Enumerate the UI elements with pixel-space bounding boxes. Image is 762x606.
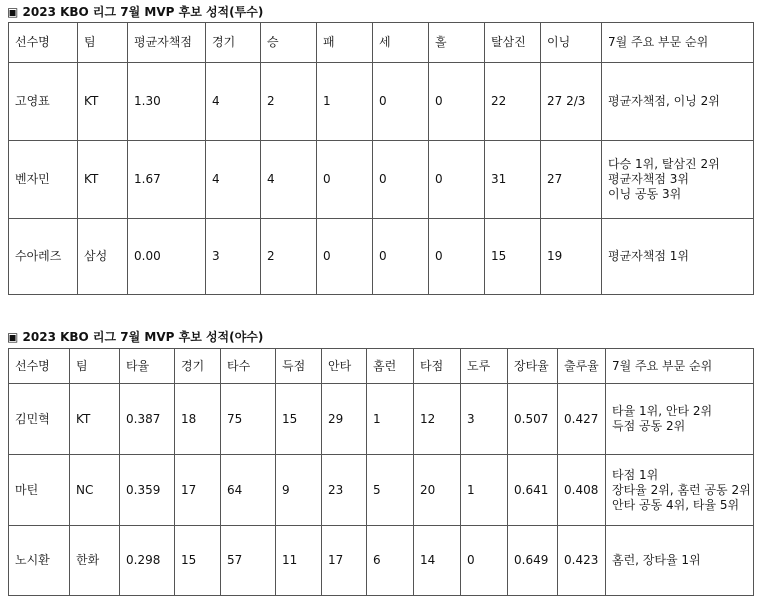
batter-ranking-cell: 홈런, 장타율 1위 [606,526,754,596]
pitcher-header-cell: 경기 [206,23,261,63]
batter-data-cell: 0.408 [558,455,606,526]
batter-header-cell: 안타 [322,349,367,384]
batter-header-cell: 타점 [414,349,461,384]
batter-header-cell: 타율 [120,349,175,384]
pitcher-data-cell: 고영표 [9,63,78,141]
table-row [9,526,754,596]
batter-data-cell: 0.641 [508,455,558,526]
batter-data-cell: 0.423 [558,526,606,596]
batter-data-cell: 3 [461,384,508,455]
batter-data-cell: 0 [461,526,508,596]
pitcher-data-cell: KT [78,63,128,141]
batter-header-cell: 득점 [276,349,322,384]
pitcher-data-cell: 0 [429,63,485,141]
batter-data-cell: 5 [367,455,414,526]
batter-data-cell: 14 [414,526,461,596]
pitcher-ranking-cell: 평균자책점, 이닝 2위 [602,63,754,141]
batter-data-cell: 0.298 [120,526,175,596]
batter-header-cell: 경기 [175,349,221,384]
pitcher-data-cell: 0 [429,141,485,219]
batter-data-cell: 23 [322,455,367,526]
pitcher-header-cell: 홀 [429,23,485,63]
batter-stats-table [8,348,754,596]
batter-data-cell: 12 [414,384,461,455]
batter-header-cell: 타수 [221,349,276,384]
pitcher-ranking-cell: 평균자책점 1위 [602,219,754,295]
batter-data-cell: 29 [322,384,367,455]
batter-header-cell: 장타율 [508,349,558,384]
pitcher-data-cell: 2 [261,219,317,295]
batter-ranking-cell: 타점 1위 장타율 2위, 홈런 공동 2위 안타 공동 4위, 타율 5위 [606,455,754,526]
pitcher-header-cell: 승 [261,23,317,63]
pitcher-stats-table [8,22,754,295]
batter-data-cell: 20 [414,455,461,526]
batter-data-cell: 김민혁 [9,384,70,455]
pitcher-data-cell: 수아레즈 [9,219,78,295]
pitcher-data-cell: 0 [429,219,485,295]
batter-data-cell: 0.359 [120,455,175,526]
batter-data-cell: KT [70,384,120,455]
batter-data-cell: 0.507 [508,384,558,455]
pitcher-data-cell: 19 [541,219,602,295]
batter-table-title: ▣ 2023 KBO 리그 7월 MVP 후보 성적(야수) [7,330,264,344]
batter-data-cell: 9 [276,455,322,526]
batter-data-cell: 0.427 [558,384,606,455]
batter-data-cell: 0.649 [508,526,558,596]
pitcher-header-cell: 팀 [78,23,128,63]
pitcher-header-row [9,23,754,63]
batter-data-cell: 75 [221,384,276,455]
pitcher-data-cell: 벤자민 [9,141,78,219]
pitcher-header-cell: 세 [373,23,429,63]
batter-data-cell: 15 [175,526,221,596]
batter-ranking-cell: 타율 1위, 안타 2위 득점 공동 2위 [606,384,754,455]
pitcher-data-cell: 0 [373,219,429,295]
table-row [9,455,754,526]
pitcher-data-cell: 22 [485,63,541,141]
pitcher-header-cell: 이닝 [541,23,602,63]
pitcher-header-cell: 선수명 [9,23,78,63]
batter-data-cell: 1 [367,384,414,455]
pitcher-data-cell: 31 [485,141,541,219]
batter-header-row [9,349,754,384]
batter-data-cell: 마틴 [9,455,70,526]
pitcher-table-title: ▣ 2023 KBO 리그 7월 MVP 후보 성적(투수) [7,5,264,19]
batter-data-cell: 한화 [70,526,120,596]
pitcher-data-cell: KT [78,141,128,219]
pitcher-data-cell: 27 2/3 [541,63,602,141]
batter-data-cell: 15 [276,384,322,455]
batter-header-cell: 팀 [70,349,120,384]
pitcher-data-cell: 4 [206,63,261,141]
batter-header-cell: 7월 주요 부문 순위 [606,349,754,384]
pitcher-data-cell: 삼성 [78,219,128,295]
pitcher-data-cell: 2 [261,63,317,141]
batter-data-cell: NC [70,455,120,526]
pitcher-header-cell: 7월 주요 부문 순위 [602,23,754,63]
batter-data-cell: 1 [461,455,508,526]
pitcher-data-cell: 4 [261,141,317,219]
batter-data-cell: 17 [175,455,221,526]
table-row [9,219,754,295]
batter-data-cell: 57 [221,526,276,596]
pitcher-data-cell: 0 [317,141,373,219]
pitcher-data-cell: 1.30 [128,63,206,141]
pitcher-data-cell: 4 [206,141,261,219]
pitcher-header-cell: 탈삼진 [485,23,541,63]
batter-data-cell: 64 [221,455,276,526]
batter-data-cell: 노시환 [9,526,70,596]
batter-header-cell: 홈런 [367,349,414,384]
batter-header-cell: 선수명 [9,349,70,384]
pitcher-data-cell: 0 [373,141,429,219]
table-row [9,384,754,455]
batter-header-cell: 출루율 [558,349,606,384]
pitcher-data-cell: 3 [206,219,261,295]
batter-data-cell: 17 [322,526,367,596]
table-row [9,63,754,141]
pitcher-data-cell: 15 [485,219,541,295]
pitcher-data-cell: 1.67 [128,141,206,219]
pitcher-data-cell: 0 [373,63,429,141]
batter-header-cell: 도루 [461,349,508,384]
pitcher-ranking-cell: 다승 1위, 탈삼진 2위 평균자책점 3위 이닝 공동 3위 [602,141,754,219]
batter-data-cell: 0.387 [120,384,175,455]
pitcher-header-cell: 평균자책점 [128,23,206,63]
batter-data-cell: 18 [175,384,221,455]
batter-data-cell: 6 [367,526,414,596]
pitcher-data-cell: 0.00 [128,219,206,295]
table-row [9,141,754,219]
batter-data-cell: 11 [276,526,322,596]
pitcher-header-cell: 패 [317,23,373,63]
pitcher-data-cell: 27 [541,141,602,219]
pitcher-data-cell: 1 [317,63,373,141]
pitcher-data-cell: 0 [317,219,373,295]
